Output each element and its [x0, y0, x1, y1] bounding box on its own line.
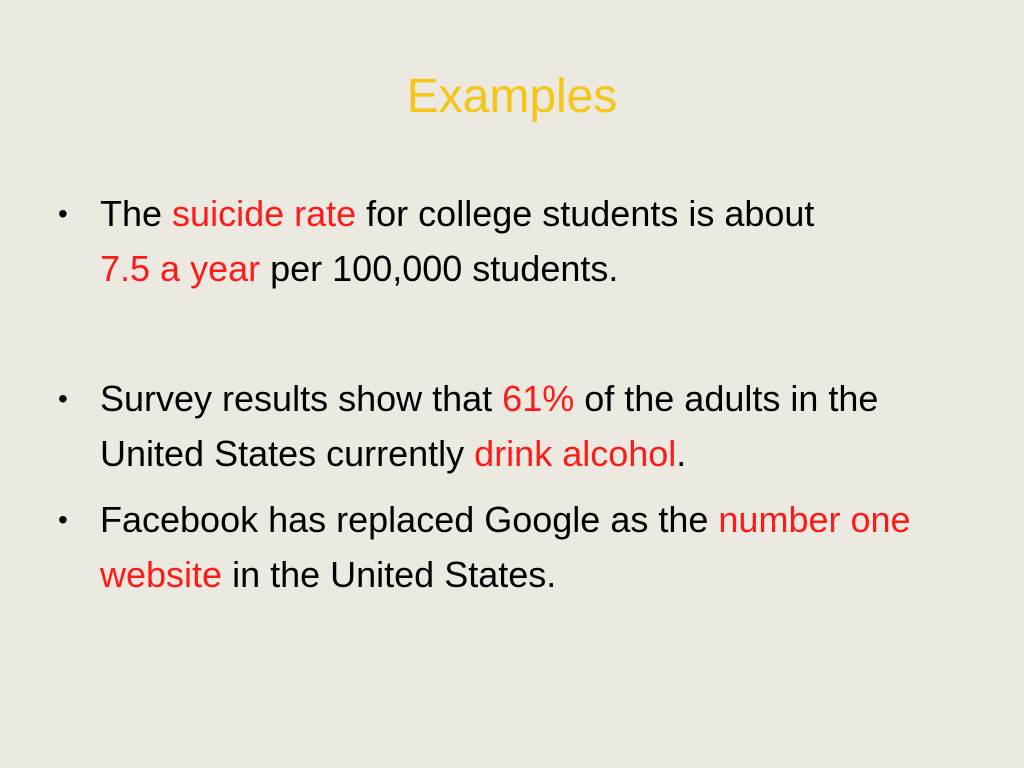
bullet-text-part: Facebook has replaced Google as the — [100, 499, 719, 540]
bullet-marker: • — [58, 504, 68, 535]
bullet-marker: • — [58, 383, 68, 414]
bullet-text — [100, 186, 960, 296]
bullet-text-part: Survey results show that — [100, 378, 503, 419]
bullet-text — [100, 492, 960, 602]
highlight-drink-alcohol: drink alcohol — [474, 433, 677, 474]
bullet-text-part: . — [676, 433, 687, 474]
bullet-text-part: The — [100, 193, 173, 234]
bullet-text-part: in the United States. — [222, 554, 557, 595]
bullet-marker: • — [58, 198, 68, 229]
highlight-percentage: 61% — [502, 378, 575, 419]
highlight-suicide-rate: suicide rate — [172, 193, 357, 234]
bullet-text-part: per 100,000 students. — [260, 248, 619, 289]
highlight-number-one-website: number one website — [100, 499, 911, 595]
bullet-text-part: for college students is about — [356, 193, 815, 234]
bullet-text-part: of the adults in the United States currently — [100, 378, 879, 474]
bullet-text — [100, 371, 960, 481]
highlight-rate-value: 7.5 a year — [100, 248, 261, 289]
slide-title: Examples — [406, 70, 618, 123]
